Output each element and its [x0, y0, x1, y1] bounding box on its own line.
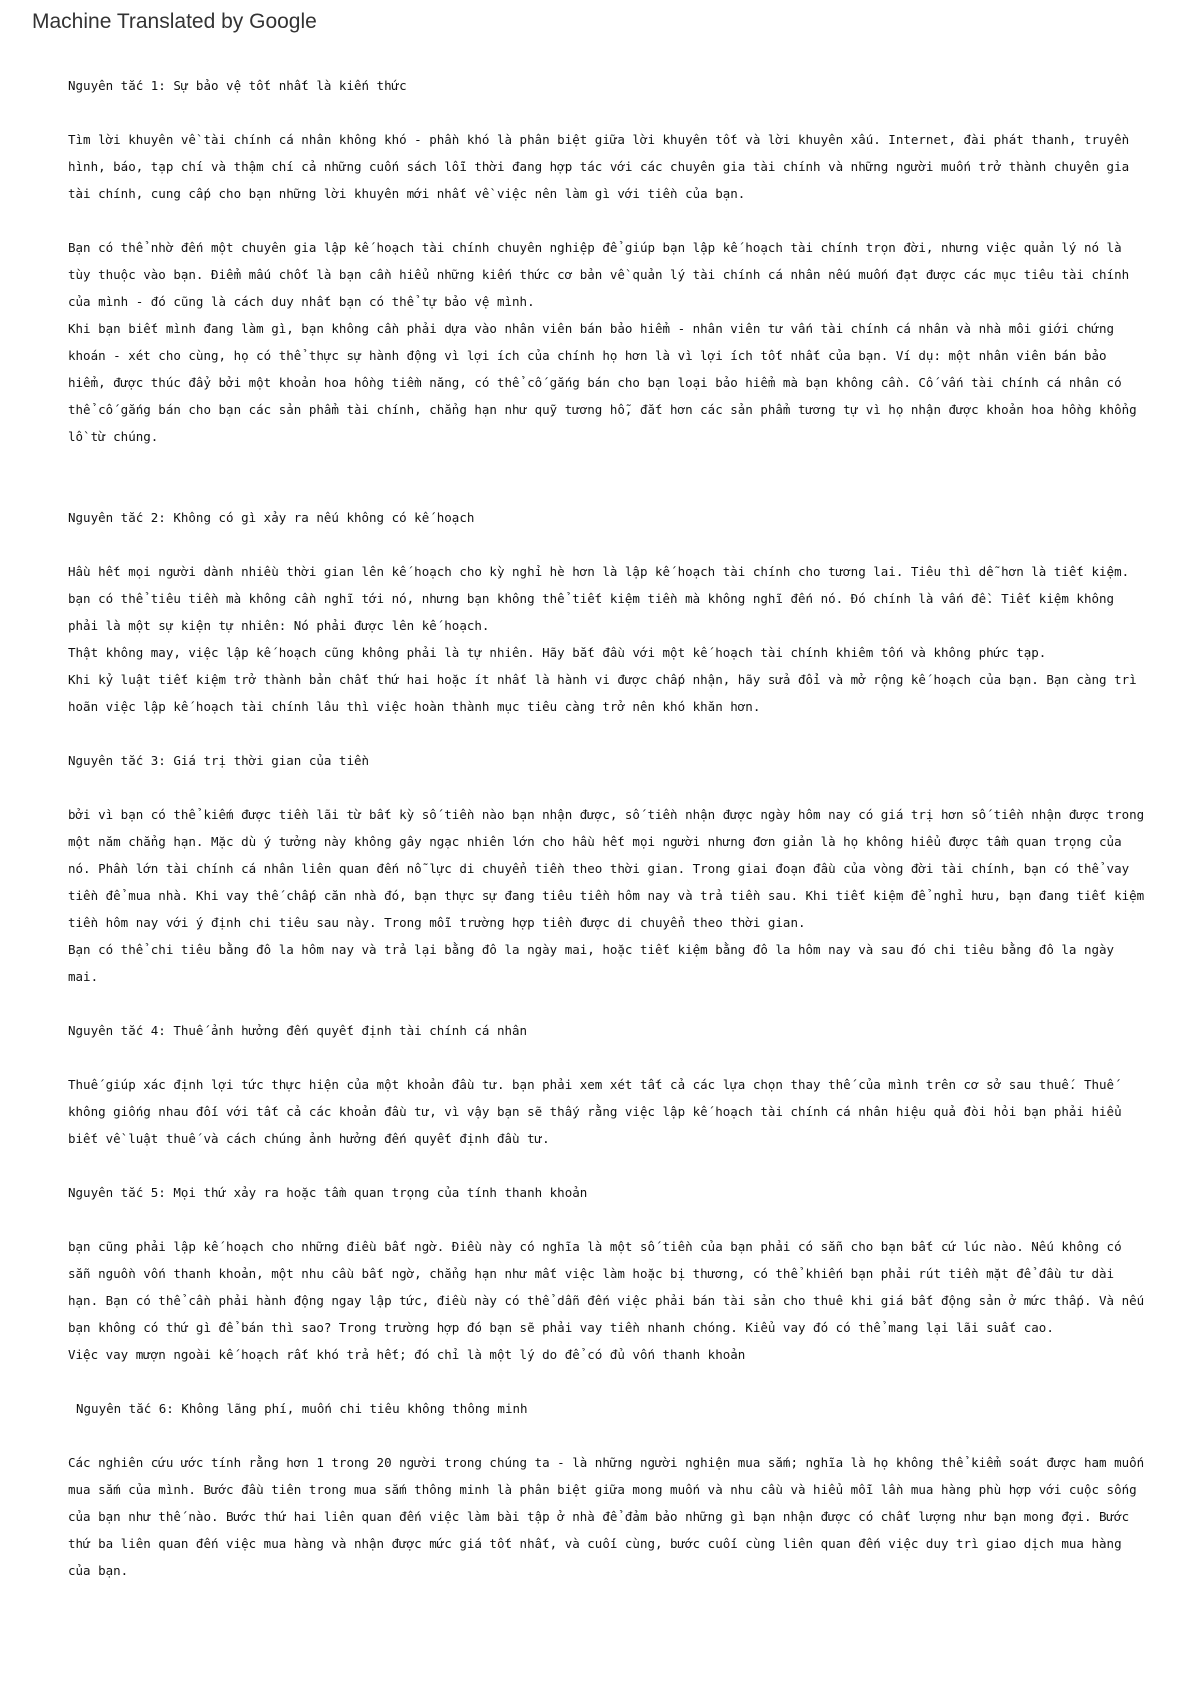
paragraph: Các nghiên cứu ước tính rằng hơn 1 trong 20 người trong chúng ta - là những người nghiện mua sắm; nghĩa là họ không thể kiểm soát được ham muốn mua sắm của mình. Bước đầu tiên trong mua sắm thông minh là phân biệt giữa mong muốn và nhu cầu và hiểu mỗi lần mua hàng phù hợp với cuộc sống của bạn như thế nào. Bước thứ hai liên quan đến việc làm bài tập ở nhà để đảm bảo những gì bạn nhận được có chất lượng như bạn mong đợi. Bước thứ ba liên quan đến việc mua hàng và nhận được mức giá tốt nhất, và cuối cùng, bước cuối cùng liên quan đến việc duy trì giao dịch mua hàng của bạn.: [68, 1455, 1145, 1578]
section-heading: Nguyên tắc 2: Không có gì xảy ra nếu không có kế hoạch: [68, 510, 475, 525]
section-heading: Nguyên tắc 4: Thuế ảnh hưởng đến quyết định tài chính cá nhân: [68, 1023, 528, 1038]
paragraph: Việc vay mượn ngoài kế hoạch rất khó trả hết; đó chỉ là một lý do để có đủ vốn thanh khoản: [68, 1347, 746, 1362]
paragraph: Hầu hết mọi người dành nhiều thời gian lên kế hoạch cho kỳ nghỉ hè hơn là lập kế hoạch tài chính cho tương lai. Tiêu thì dễ hơn là tiết kiệm. bạn có thể tiêu tiền mà không cần nghĩ tới nó, nhưng bạn không thể tiết kiệm tiền mà không nghĩ đến nó. Đó chính là vấn đề. Tiết kiệm không phải là một sự kiện tự nhiên: Nó phải được lên kế hoạch.: [68, 564, 1130, 633]
section-heading: Nguyên tắc 5: Mọi thứ xảy ra hoặc tầm quan trọng của tính thanh khoản: [68, 1185, 588, 1200]
paragraph: Thuế giúp xác định lợi tức thực hiện của một khoản đầu tư. bạn phải xem xét tất cả các lựa chọn thay thế của mình trên cơ sở sau thuế. Thuế không giống nhau đối với tất cả các khoản đầu tư, vì vậy bạn sẽ thấy rằng việc lập kế hoạch tài chính cá nhân hiệu quả đòi hỏi bạn phải hiểu biết về luật thuế và cách chúng ảnh hưởng đến quyết định đầu tư.: [68, 1077, 1122, 1146]
section-heading: Nguyên tắc 3: Giá trị thời gian của tiền: [68, 753, 370, 768]
paragraph: Thật không may, việc lập kế hoạch cũng không phải là tự nhiên. Hãy bắt đầu với một kế hoạch tài chính khiêm tốn và không phức tạp.: [68, 645, 1047, 660]
paragraph: bởi vì bạn có thể kiếm được tiền lãi từ bất kỳ số tiền nào bạn nhận được, số tiền nhận được ngày hôm nay có giá trị hơn số tiền nhận được trong một năm chẳng hạn. Mặc dù ý tưởng này không gây ngạc nhiên lớn cho hầu hết mọi người nhưng đơn giản là họ không hiểu được tầm quan trọng của nó. Phần lớn tài chính cá nhân liên quan đến nỗ lực di chuyển tiền theo thời gian. Trong giai đoạn đầu của vòng đời tài chính, bạn có thể vay tiền để mua nhà. Khi vay thế chấp căn nhà đó, bạn thực sự đang tiêu tiền hôm nay và trả tiền sau. Khi tiết kiệm để nghỉ hưu, bạn đang tiết kiệm tiền hôm nay với ý định chi tiêu sau này. Trong mỗi trường hợp tiền được di chuyển theo thời gian.: [68, 807, 1145, 930]
section-heading: Nguyên tắc 6: Không lãng phí, muốn chi tiêu không thông minh: [76, 1401, 528, 1416]
section-heading: Nguyên tắc 1: Sự bảo vệ tốt nhất là kiến thức: [68, 78, 407, 93]
paragraph: Tìm lời khuyên về tài chính cá nhân không khó - phần khó là phân biệt giữa lời khuyên tốt và lời khuyên xấu. Internet, đài phát thanh, truyền hình, báo, tạp chí và thậm chí cả những cuốn sách lỗi thời đang hợp tác với các chuyên gia tài chính và những người muốn trở thành chuyên gia tài chính, cung cấp cho bạn những lời khuyên mới nhất về việc nên làm gì với tiền của bạn.: [68, 132, 1130, 201]
paragraph: Khi bạn biết mình đang làm gì, bạn không cần phải dựa vào nhân viên bán bảo hiểm - nhân viên tư vấn tài chính cá nhân và nhà môi giới chứng khoán - xét cho cùng, họ có thể thực sự hành động vì lợi ích của chính họ hơn là vì lợi ích tốt nhất của bạn. Ví dụ: một nhân viên bán bảo hiểm, được thúc đẩy bởi một khoản hoa hồng tiềm năng, có thể cố gắng bán cho bạn loại bảo hiểm mà bạn không cần. Cố vấn tài chính cá nhân có thể cố gắng bán cho bạn các sản phẩm tài chính, chẳng hạn như quỹ tương hỗ, đắt hơn các sản phẩm tương tự vì họ nhận được khoản hoa hồng khổng lồ từ chúng.: [68, 321, 1137, 444]
paragraph: Bạn có thể chi tiêu bằng đô la hôm nay và trả lại bằng đô la ngày mai, hoặc tiết kiệm bằng đô la hôm nay và sau đó chi tiêu bằng đô la ngày mai.: [68, 942, 1115, 984]
translation-banner: Machine Translated by Google: [32, 10, 317, 33]
paragraph: Khi kỷ luật tiết kiệm trở thành bản chất thứ hai hoặc ít nhất là hành vi được chấp nhận, hãy sửa đổi và mở rộng kế hoạch của bạn. Bạn càng trì hoãn việc lập kế hoạch tài chính lâu thì việc hoàn thành mục tiêu càng trở nên khó khăn hơn.: [68, 672, 1137, 714]
paragraph: Bạn có thể nhờ đến một chuyên gia lập kế hoạch tài chính chuyên nghiệp để giúp bạn lập kế hoạch tài chính trọn đời, nhưng việc quản lý nó là tùy thuộc vào bạn. Điểm mấu chốt là bạn cần hiểu những kiến thức cơ bản về quản lý tài chính cá nhân nếu muốn đạt được các mục tiêu tài chính của mình - đó cũng là cách duy nhất bạn có thể tự bảo vệ mình.: [68, 240, 1130, 309]
paragraph: bạn cũng phải lập kế hoạch cho những điều bất ngờ. Điều này có nghĩa là một số tiền của bạn phải có sẵn cho bạn bất cứ lúc nào. Nếu không có sẵn nguồn vốn thanh khoản, một nhu cầu bất ngờ, chẳng hạn như mất việc làm hoặc bị thương, có thể khiến bạn phải rút tiền mặt để đầu tư dài hạn. Bạn có thể cần phải hành động ngay lập tức, điều này có thể dẫn đến việc phải bán tài sản cho thuê khi giá bất động sản ở mức thấp. Và nếu bạn không có thứ gì để bán thì sao? Trong trường hợp đó bạn sẽ phải vay tiền nhanh chóng. Kiểu vay đó có thể mang lại lãi suất cao.: [68, 1239, 1145, 1335]
document-body: [68, 72, 1148, 1584]
